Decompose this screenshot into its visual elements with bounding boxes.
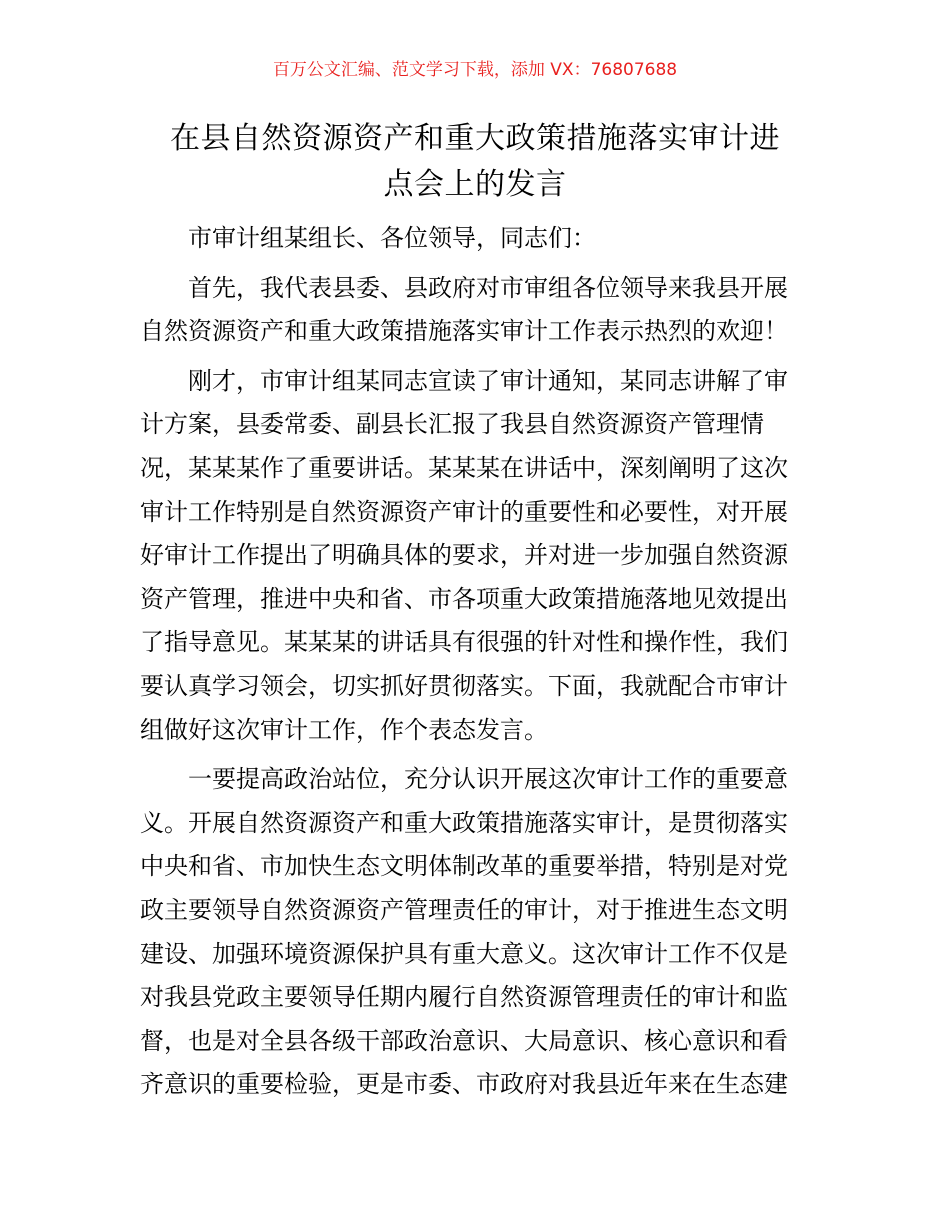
paragraph-line: 一要提高政治站位，充分认识开展这次审计工作的重要意 xyxy=(188,765,788,794)
paragraph-line: 自然资源资产和重大政策措施落实审计工作表示热烈的欢迎！ xyxy=(140,317,788,346)
title-line: 点会上的发言 xyxy=(383,167,567,202)
paragraph-line: 了指导意见。某某某的讲话具有很强的针对性和操作性，我们 xyxy=(140,628,788,657)
paragraph-line: 中央和省、市加快生态文明体制改革的重要举措，特别是对党 xyxy=(140,852,788,881)
document-body xyxy=(140,220,812,1110)
paragraph-line: 刚才，市审计组某同志宣读了审计通知，某同志讲解了审 xyxy=(188,366,788,395)
paragraph-welcome xyxy=(140,270,812,357)
document-title xyxy=(140,116,810,208)
paragraph-line: 督，也是对全县各级干部政治意识、大局意识、核心意识和看 xyxy=(140,1026,788,1055)
paragraph-line: 组做好这次审计工作，作个表态发言。 xyxy=(140,715,548,744)
paragraph-line: 义。开展自然资源资产和重大政策措施落实审计，是贯彻落实 xyxy=(140,808,788,837)
title-line: 在县自然资源资产和重大政策措施落实审计进 xyxy=(170,121,780,156)
paragraph-line: 况，某某某作了重要讲话。某某某在讲话中，深刻阐明了这次 xyxy=(140,453,788,482)
paragraph-line: 计方案，县委常委、副县长汇报了我县自然资源资产管理情 xyxy=(140,410,764,439)
paragraph-point-one xyxy=(140,761,812,1110)
paragraph-line: 对我县党政主要领导任期内履行自然资源管理责任的审计和监 xyxy=(140,983,788,1012)
paragraph-line: 首先，我代表县委、县政府对市审组各位领导来我县开展 xyxy=(188,273,788,302)
paragraph-line: 审计工作特别是自然资源资产审计的重要性和必要性，对开展 xyxy=(140,497,788,526)
paragraph-line: 好审计工作提出了明确具体的要求，并对进一步加强自然资源 xyxy=(140,541,788,570)
paragraph-summary xyxy=(140,363,812,755)
paragraph-line: 建设、加强环境资源保护具有重大意义。这次审计工作不仅是 xyxy=(140,939,788,968)
salutation: 市审计组某组长、各位领导，同志们： xyxy=(188,224,596,252)
header-note: 百万公文汇编、范文学习下载，添加 VX：76807688 xyxy=(272,60,678,80)
paragraph-line: 政主要领导自然资源资产管理责任的审计，对于推进生态文明 xyxy=(140,895,788,924)
paragraph-line: 齐意识的重要检验，更是市委、市政府对我县近年来在生态建 xyxy=(140,1070,788,1099)
paragraph-line: 要认真学习领会，切实抓好贯彻落实。下面，我就配合市审计 xyxy=(140,671,788,700)
paragraph-line: 资产管理，推进中央和省、市各项重大政策措施落地见效提出 xyxy=(140,584,788,613)
